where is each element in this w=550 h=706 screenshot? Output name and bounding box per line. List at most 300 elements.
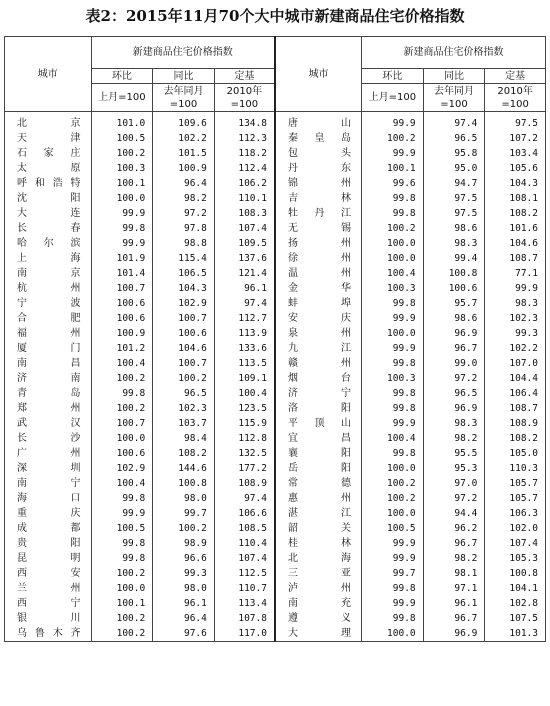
dj-cell-left: 117.0 (214, 626, 275, 642)
tb-cell-right: 96.7 (423, 341, 485, 356)
hb-cell-left: 99.8 (91, 386, 153, 401)
table-row (5, 236, 546, 251)
tb-cell-left: 96.4 (153, 176, 215, 191)
dj-cell-left: 108.5 (214, 521, 275, 536)
hb-cell-left: 100.2 (91, 146, 153, 161)
tb-cell-right: 97.1 (423, 581, 485, 596)
city-cell-right: 扬州 (275, 236, 362, 251)
base-hb-left: 上月=100 (91, 84, 153, 112)
group-header-right: 新建商品住宅价格指数 (362, 37, 546, 69)
dj-cell-left: 133.6 (214, 341, 275, 356)
hb-cell-left: 100.1 (91, 596, 153, 611)
tb-cell-right: 97.4 (423, 112, 485, 132)
table-row (5, 281, 546, 296)
dj-cell-right: 108.2 (485, 206, 546, 221)
dj-cell-right: 108.7 (485, 401, 546, 416)
table-title: 表2：2015年11月70个大中城市新建商品住宅价格指数 (85, 7, 465, 25)
hb-cell-right: 100.0 (362, 236, 424, 251)
hb-cell-right: 99.8 (362, 191, 424, 206)
city-cell-left: 郑州 (5, 401, 92, 416)
table-row (5, 476, 546, 491)
hb-cell-right: 99.8 (362, 611, 424, 626)
hb-cell-left: 100.2 (91, 566, 153, 581)
hb-cell-right: 100.2 (362, 491, 424, 506)
tb-cell-right: 98.6 (423, 311, 485, 326)
city-cell-right: 金华 (275, 281, 362, 296)
table-row (5, 112, 546, 132)
city-cell-right: 襄阳 (275, 446, 362, 461)
tb-cell-left: 106.5 (153, 266, 215, 281)
tb-cell-right: 95.7 (423, 296, 485, 311)
table-row (5, 521, 546, 536)
city-cell-right: 安庆 (275, 311, 362, 326)
dj-cell-left: 113.5 (214, 356, 275, 371)
dj-cell-right: 107.5 (485, 611, 546, 626)
dj-cell-right: 101.3 (485, 626, 546, 642)
hb-cell-left: 100.0 (91, 431, 153, 446)
city-cell-left: 石家庄 (5, 146, 92, 161)
dj-cell-right: 104.6 (485, 236, 546, 251)
city-header-right: 城市 (275, 37, 362, 112)
tb-cell-left: 96.6 (153, 551, 215, 566)
tb-cell-right: 95.3 (423, 461, 485, 476)
tb-cell-left: 98.4 (153, 431, 215, 446)
hb-cell-right: 99.8 (362, 446, 424, 461)
tb-cell-right: 98.3 (423, 416, 485, 431)
city-cell-right: 唐山 (275, 112, 362, 132)
hb-cell-right: 100.0 (362, 251, 424, 266)
city-cell-right: 烟台 (275, 371, 362, 386)
table-row (5, 431, 546, 446)
dj-cell-left: 112.4 (214, 161, 275, 176)
tb-cell-right: 96.9 (423, 401, 485, 416)
dj-cell-left: 113.9 (214, 326, 275, 341)
tb-cell-right: 98.3 (423, 236, 485, 251)
city-cell-left: 北京 (5, 112, 92, 132)
city-cell-right: 牡丹江 (275, 206, 362, 221)
hb-cell-left: 100.0 (91, 581, 153, 596)
tb-cell-left: 102.9 (153, 296, 215, 311)
city-cell-left: 哈尔滨 (5, 236, 92, 251)
hb-cell-left: 100.6 (91, 446, 153, 461)
hb-cell-right: 99.9 (362, 416, 424, 431)
city-cell-right: 三亚 (275, 566, 362, 581)
tb-cell-left: 100.8 (153, 476, 215, 491)
tb-cell-right: 96.5 (423, 386, 485, 401)
city-cell-left: 南宁 (5, 476, 92, 491)
price-index-table (4, 36, 546, 642)
tb-cell-right: 95.5 (423, 446, 485, 461)
city-cell-left: 西安 (5, 566, 92, 581)
tb-cell-right: 100.8 (423, 266, 485, 281)
tb-cell-left: 100.7 (153, 356, 215, 371)
table-row (5, 311, 546, 326)
dj-cell-left: 113.4 (214, 596, 275, 611)
city-cell-left: 太原 (5, 161, 92, 176)
dj-cell-left: 110.1 (214, 191, 275, 206)
col-hb-right: 环比 (362, 69, 424, 84)
hb-cell-right: 99.9 (362, 596, 424, 611)
table-row (5, 191, 546, 206)
col-dj-left: 定基 (214, 69, 275, 84)
hb-cell-right: 99.9 (362, 146, 424, 161)
hb-cell-right: 99.7 (362, 566, 424, 581)
city-cell-right: 温州 (275, 266, 362, 281)
table-row (5, 581, 546, 596)
dj-cell-left: 108.3 (214, 206, 275, 221)
tb-cell-right: 100.6 (423, 281, 485, 296)
hb-cell-right: 100.4 (362, 266, 424, 281)
tb-cell-right: 97.5 (423, 191, 485, 206)
hb-cell-right: 99.6 (362, 176, 424, 191)
hb-cell-right: 100.0 (362, 506, 424, 521)
table-row (5, 416, 546, 431)
city-cell-right: 平顶山 (275, 416, 362, 431)
dj-cell-left: 109.5 (214, 236, 275, 251)
tb-cell-right: 97.2 (423, 491, 485, 506)
base-hb-right: 上月=100 (362, 84, 424, 112)
dj-cell-right: 107.2 (485, 131, 546, 146)
hb-cell-left: 100.6 (91, 296, 153, 311)
hb-cell-left: 100.5 (91, 521, 153, 536)
table-row (5, 371, 546, 386)
hb-cell-right: 99.9 (362, 551, 424, 566)
city-cell-right: 韶关 (275, 521, 362, 536)
city-cell-right: 泉州 (275, 326, 362, 341)
tb-cell-right: 99.0 (423, 356, 485, 371)
hb-cell-right: 99.9 (362, 112, 424, 132)
tb-cell-left: 97.6 (153, 626, 215, 642)
city-cell-left: 广州 (5, 446, 92, 461)
hb-cell-right: 100.2 (362, 131, 424, 146)
dj-cell-right: 105.0 (485, 446, 546, 461)
dj-cell-right: 97.5 (485, 112, 546, 132)
tb-cell-right: 98.2 (423, 551, 485, 566)
city-cell-right: 泸州 (275, 581, 362, 596)
tb-cell-left: 101.5 (153, 146, 215, 161)
dj-cell-right: 105.6 (485, 161, 546, 176)
dj-cell-right: 104.4 (485, 371, 546, 386)
hb-cell-left: 99.9 (91, 236, 153, 251)
tb-cell-left: 99.3 (153, 566, 215, 581)
dj-cell-left: 107.4 (214, 221, 275, 236)
dj-cell-right: 100.8 (485, 566, 546, 581)
dj-cell-left: 118.2 (214, 146, 275, 161)
hb-cell-left: 100.0 (91, 191, 153, 206)
city-cell-left: 福州 (5, 326, 92, 341)
tb-cell-left: 98.0 (153, 581, 215, 596)
dj-cell-right: 108.1 (485, 191, 546, 206)
city-cell-left: 青岛 (5, 386, 92, 401)
dj-cell-right: 99.3 (485, 326, 546, 341)
tb-cell-left: 102.2 (153, 131, 215, 146)
hb-cell-right: 100.3 (362, 281, 424, 296)
hb-cell-left: 100.4 (91, 476, 153, 491)
base-dj-left: 2010年=100 (214, 84, 275, 112)
hb-cell-left: 99.9 (91, 506, 153, 521)
table-row (5, 146, 546, 161)
table-row (5, 596, 546, 611)
city-cell-left: 上海 (5, 251, 92, 266)
city-cell-left: 大连 (5, 206, 92, 221)
city-cell-right: 北海 (275, 551, 362, 566)
tb-cell-right: 95.0 (423, 161, 485, 176)
tb-cell-left: 98.9 (153, 536, 215, 551)
hb-cell-left: 100.2 (91, 401, 153, 416)
table-row (5, 296, 546, 311)
city-cell-left: 兰州 (5, 581, 92, 596)
hb-cell-left: 100.7 (91, 416, 153, 431)
table-row (5, 221, 546, 236)
tb-cell-left: 96.4 (153, 611, 215, 626)
tb-cell-left: 104.6 (153, 341, 215, 356)
hb-cell-right: 99.9 (362, 311, 424, 326)
group-header-left: 新建商品住宅价格指数 (91, 37, 275, 69)
tb-cell-right: 97.2 (423, 371, 485, 386)
table-row (5, 446, 546, 461)
city-cell-left: 重庆 (5, 506, 92, 521)
city-cell-left: 杭州 (5, 281, 92, 296)
tb-cell-left: 96.1 (153, 596, 215, 611)
tb-cell-right: 94.4 (423, 506, 485, 521)
tb-cell-left: 108.2 (153, 446, 215, 461)
dj-cell-left: 123.5 (214, 401, 275, 416)
table-row (5, 341, 546, 356)
table-row (5, 401, 546, 416)
city-cell-right: 蚌埠 (275, 296, 362, 311)
table-row (5, 266, 546, 281)
hb-cell-right: 100.4 (362, 431, 424, 446)
col-hb-left: 环比 (91, 69, 153, 84)
dj-cell-left: 134.8 (214, 112, 275, 132)
table-row (5, 386, 546, 401)
city-cell-left: 成都 (5, 521, 92, 536)
dj-cell-left: 109.1 (214, 371, 275, 386)
city-cell-right: 南充 (275, 596, 362, 611)
dj-cell-right: 102.2 (485, 341, 546, 356)
city-cell-right: 常德 (275, 476, 362, 491)
dj-cell-right: 107.4 (485, 536, 546, 551)
table-row (5, 611, 546, 626)
tb-cell-left: 99.7 (153, 506, 215, 521)
tb-cell-left: 97.2 (153, 206, 215, 221)
hb-cell-left: 100.9 (91, 326, 153, 341)
tb-cell-left: 97.8 (153, 221, 215, 236)
tb-cell-left: 98.0 (153, 491, 215, 506)
city-cell-right: 丹东 (275, 161, 362, 176)
city-cell-left: 长春 (5, 221, 92, 236)
city-cell-left: 银川 (5, 611, 92, 626)
hb-cell-left: 99.9 (91, 206, 153, 221)
tb-cell-right: 97.5 (423, 206, 485, 221)
tb-cell-right: 99.4 (423, 251, 485, 266)
table-row (5, 161, 546, 176)
base-tb-left: 去年同月=100 (153, 84, 215, 112)
hb-cell-right: 100.2 (362, 476, 424, 491)
hb-cell-left: 100.5 (91, 131, 153, 146)
hb-cell-left: 101.9 (91, 251, 153, 266)
tb-cell-left: 104.3 (153, 281, 215, 296)
table-body (5, 112, 546, 642)
dj-cell-left: 107.4 (214, 551, 275, 566)
city-cell-right: 济宁 (275, 386, 362, 401)
dj-cell-left: 97.4 (214, 491, 275, 506)
city-cell-right: 大理 (275, 626, 362, 642)
dj-cell-left: 110.7 (214, 581, 275, 596)
hb-cell-right: 100.1 (362, 161, 424, 176)
dj-cell-right: 103.4 (485, 146, 546, 161)
hb-cell-right: 99.8 (362, 296, 424, 311)
dj-cell-right: 110.3 (485, 461, 546, 476)
dj-cell-left: 108.9 (214, 476, 275, 491)
city-cell-left: 沈阳 (5, 191, 92, 206)
city-cell-right: 惠州 (275, 491, 362, 506)
col-dj-right: 定基 (485, 69, 546, 84)
tb-cell-left: 103.7 (153, 416, 215, 431)
city-cell-right: 锦州 (275, 176, 362, 191)
city-cell-left: 南京 (5, 266, 92, 281)
table-row (5, 626, 546, 642)
city-cell-left: 贵阳 (5, 536, 92, 551)
hb-cell-right: 100.0 (362, 626, 424, 642)
city-cell-left: 昆明 (5, 551, 92, 566)
table-row (5, 206, 546, 221)
city-header-left: 城市 (5, 37, 92, 112)
tb-cell-right: 98.1 (423, 566, 485, 581)
dj-cell-left: 106.6 (214, 506, 275, 521)
hb-cell-left: 100.7 (91, 281, 153, 296)
tb-cell-left: 115.4 (153, 251, 215, 266)
col-tb-left: 同比 (153, 69, 215, 84)
tb-cell-left: 96.5 (153, 386, 215, 401)
hb-cell-left: 99.8 (91, 551, 153, 566)
dj-cell-left: 115.9 (214, 416, 275, 431)
dj-cell-right: 106.4 (485, 386, 546, 401)
table-header (5, 37, 546, 112)
hb-cell-left: 101.4 (91, 266, 153, 281)
hb-cell-left: 100.2 (91, 371, 153, 386)
dj-cell-left: 97.4 (214, 296, 275, 311)
dj-cell-left: 107.8 (214, 611, 275, 626)
dj-cell-left: 112.3 (214, 131, 275, 146)
table-row (5, 176, 546, 191)
hb-cell-left: 99.8 (91, 221, 153, 236)
tb-cell-right: 96.9 (423, 326, 485, 341)
tb-cell-left: 144.6 (153, 461, 215, 476)
col-tb-right: 同比 (423, 69, 485, 84)
tb-cell-left: 109.6 (153, 112, 215, 132)
tb-cell-right: 97.0 (423, 476, 485, 491)
dj-cell-right: 107.0 (485, 356, 546, 371)
tb-cell-right: 96.1 (423, 596, 485, 611)
table-row (5, 251, 546, 266)
dj-cell-right: 99.9 (485, 281, 546, 296)
dj-cell-right: 98.3 (485, 296, 546, 311)
tb-cell-right: 96.7 (423, 611, 485, 626)
table-row (5, 551, 546, 566)
table-row (5, 326, 546, 341)
dj-cell-left: 121.4 (214, 266, 275, 281)
tb-cell-left: 100.6 (153, 326, 215, 341)
dj-cell-right: 105.3 (485, 551, 546, 566)
hb-cell-left: 100.1 (91, 176, 153, 191)
table-row (5, 131, 546, 146)
tb-cell-left: 100.2 (153, 371, 215, 386)
hb-cell-left: 100.6 (91, 311, 153, 326)
city-cell-left: 呼和浩特 (5, 176, 92, 191)
dj-cell-right: 106.3 (485, 506, 546, 521)
city-cell-left: 厦门 (5, 341, 92, 356)
dj-cell-right: 102.3 (485, 311, 546, 326)
dj-cell-left: 96.1 (214, 281, 275, 296)
city-cell-right: 桂林 (275, 536, 362, 551)
tb-cell-right: 95.8 (423, 146, 485, 161)
city-cell-right: 徐州 (275, 251, 362, 266)
dj-cell-right: 105.7 (485, 476, 546, 491)
city-cell-right: 洛阳 (275, 401, 362, 416)
dj-cell-right: 104.1 (485, 581, 546, 596)
hb-cell-right: 99.8 (362, 386, 424, 401)
hb-cell-right: 99.8 (362, 206, 424, 221)
table-row (5, 506, 546, 521)
city-cell-right: 吉林 (275, 191, 362, 206)
tb-cell-right: 96.9 (423, 626, 485, 642)
hb-cell-right: 100.5 (362, 521, 424, 536)
city-cell-left: 西宁 (5, 596, 92, 611)
tb-cell-left: 98.2 (153, 191, 215, 206)
tb-cell-left: 102.3 (153, 401, 215, 416)
city-cell-left: 南昌 (5, 356, 92, 371)
hb-cell-left: 100.4 (91, 356, 153, 371)
tb-cell-right: 98.2 (423, 431, 485, 446)
city-cell-right: 岳阳 (275, 461, 362, 476)
hb-cell-left: 100.2 (91, 626, 153, 642)
city-cell-right: 遵义 (275, 611, 362, 626)
dj-cell-left: 132.5 (214, 446, 275, 461)
city-cell-left: 海口 (5, 491, 92, 506)
city-cell-right: 宜昌 (275, 431, 362, 446)
city-cell-left: 济南 (5, 371, 92, 386)
city-cell-right: 赣州 (275, 356, 362, 371)
dj-cell-left: 112.7 (214, 311, 275, 326)
hb-cell-right: 99.8 (362, 401, 424, 416)
tb-cell-right: 96.5 (423, 131, 485, 146)
hb-cell-left: 99.8 (91, 491, 153, 506)
table-row (5, 356, 546, 371)
dj-cell-right: 108.7 (485, 251, 546, 266)
tb-cell-left: 100.9 (153, 161, 215, 176)
hb-cell-right: 99.8 (362, 356, 424, 371)
city-cell-left: 深圳 (5, 461, 92, 476)
hb-cell-left: 99.8 (91, 536, 153, 551)
hb-cell-left: 101.0 (91, 112, 153, 132)
dj-cell-left: 110.4 (214, 536, 275, 551)
dj-cell-left: 112.8 (214, 431, 275, 446)
table-row (5, 536, 546, 551)
dj-cell-right: 102.0 (485, 521, 546, 536)
hb-cell-left: 100.2 (91, 611, 153, 626)
dj-cell-left: 100.4 (214, 386, 275, 401)
city-cell-left: 乌鲁木齐 (5, 626, 92, 642)
hb-cell-right: 99.9 (362, 341, 424, 356)
hb-cell-right: 100.0 (362, 461, 424, 476)
dj-cell-right: 102.8 (485, 596, 546, 611)
dj-cell-left: 112.5 (214, 566, 275, 581)
tb-cell-right: 96.7 (423, 536, 485, 551)
tb-cell-left: 100.7 (153, 311, 215, 326)
dj-cell-right: 77.1 (485, 266, 546, 281)
city-cell-left: 长沙 (5, 431, 92, 446)
